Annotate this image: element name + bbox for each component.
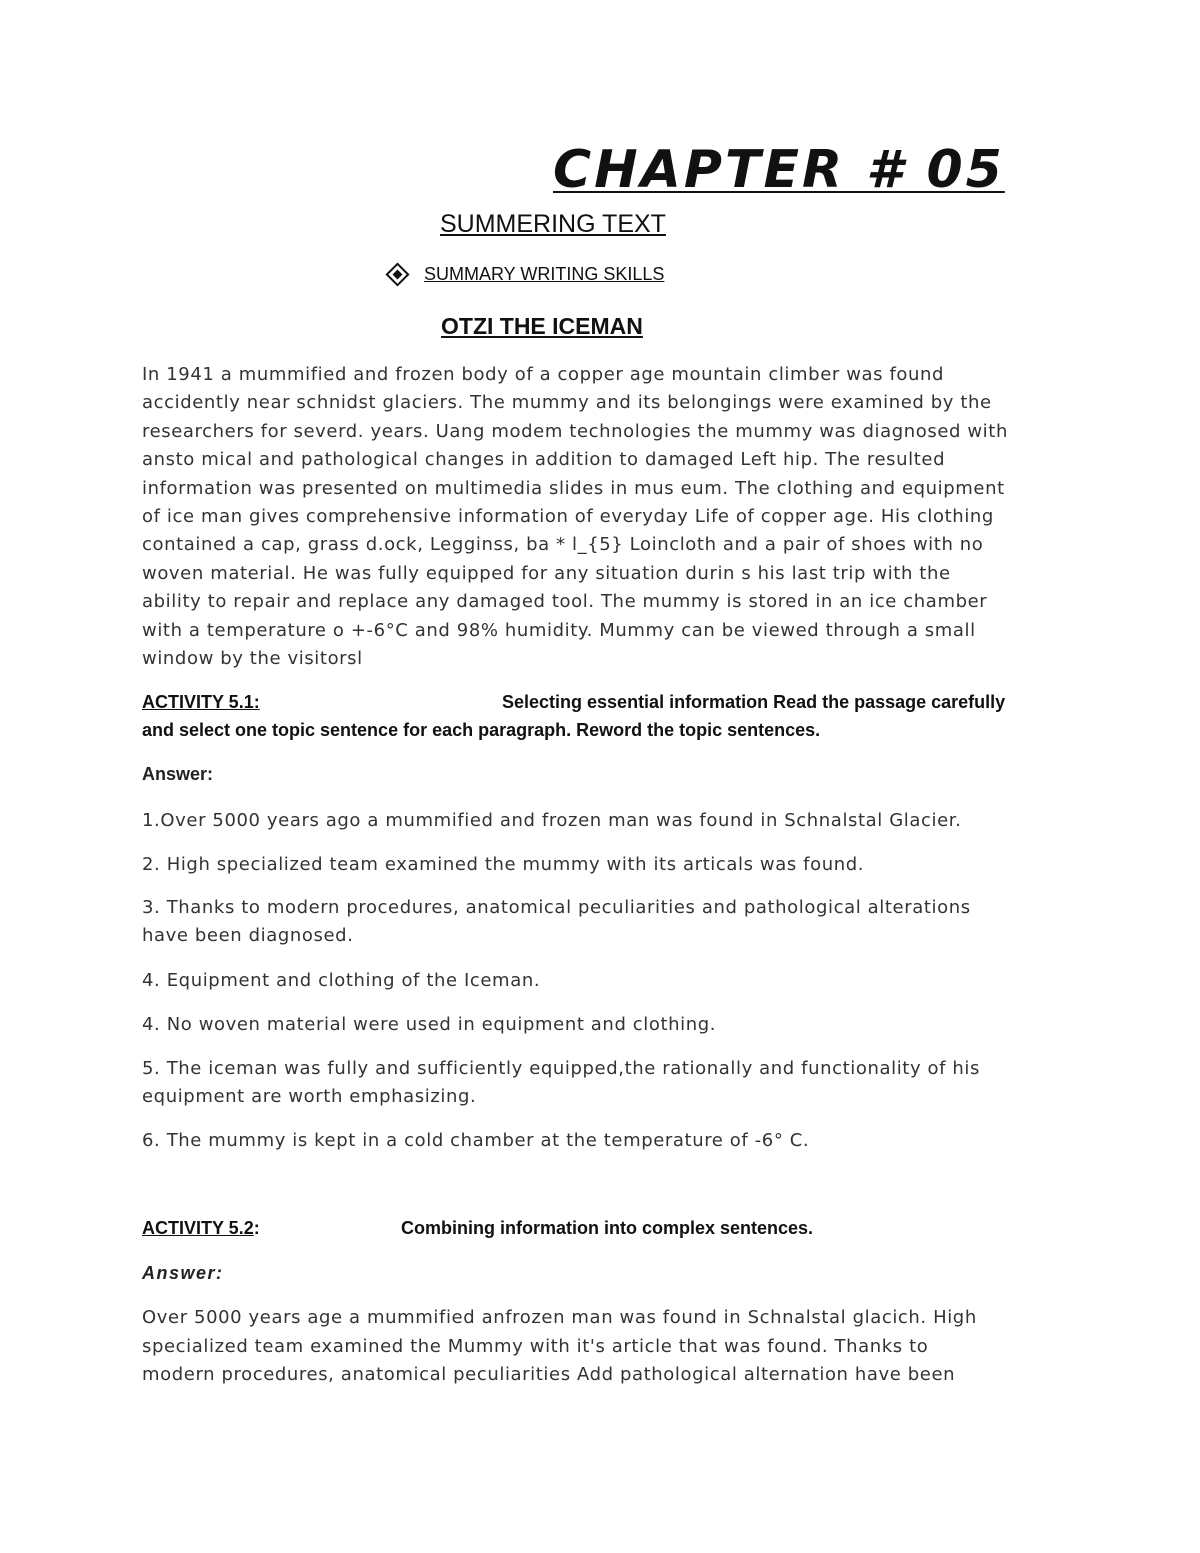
activity-5-2-label: ACTIVITY 5.2 (142, 1218, 254, 1238)
combined-answer-line: specialized team examined the Mummy with it's article that was found. Thanks to (142, 1335, 929, 1357)
answer-line: 3. Thanks to modern procedures, anatomical peculiarities and pathological alterations (142, 897, 971, 918)
answer-line: 6. The mummy is kept in a cold chamber at the temperature of -6° C. (142, 1130, 810, 1151)
chapter-title: CHAPTER # 05 (553, 140, 1005, 200)
passage-line: of ice man gives comprehensive information of everyday Life of copper age. His clothing (142, 505, 994, 527)
answer-item (142, 1127, 1072, 1155)
passage-line: contained a cap, grass d.ock, Legginss, ba * l_{5} Loincloth and a pair of shoes with no (142, 534, 984, 556)
activity-5-2-title: Combining information into complex sentences. (401, 1218, 814, 1238)
passage-line: woven material. He was fully equipped for any situation durin s his last trip with the (142, 562, 951, 584)
answer-item (142, 851, 1072, 879)
passage-line: with a temperature o +-6°C and 98% humidity. Mummy can be viewed through a small (142, 619, 976, 641)
section-heading: SUMMERING TEXT (440, 210, 666, 238)
answer-item (142, 894, 1072, 951)
passage-line: In 1941 a mummified and frozen body of a copper age mountain climber was found (142, 364, 945, 385)
answer-line: equipment are worth emphasizing. (142, 1086, 477, 1108)
activity-5-2-heading (142, 1218, 1072, 1242)
passage-line: ability to repair and replace any damaged tool. The mummy is stored in an ice chamber (142, 591, 988, 613)
activity-5-1-heading (142, 692, 1072, 716)
answer-item (142, 967, 1072, 995)
passage-line: window by the visitorsl (142, 647, 363, 669)
passage-line: information was presented on multimedia slides in mus eum. The clothing and equipment (142, 477, 1005, 499)
answer-line: 4. Equipment and clothing of the Iceman. (142, 970, 541, 991)
answer-label: Answer: (142, 764, 214, 784)
combined-answer-paragraph (142, 1304, 1072, 1390)
activity-5-1-label: ACTIVITY 5.1: (142, 692, 260, 712)
passage-line: researchers for severd. years. Uang modem technologies the mummy was diagnosed with (142, 420, 1008, 442)
bullet-heading-row (385, 264, 664, 285)
answer-line: 1.Over 5000 years ago a mummified and frozen man was found in Schnalstal Glacier. (142, 810, 962, 831)
answer-item (142, 1055, 1072, 1112)
activity-5-1-title: Selecting essential information Read the passage carefully (502, 692, 1006, 712)
answer-item (142, 807, 1072, 835)
bullet-heading: SUMMARY WRITING SKILLS (424, 264, 665, 284)
passage-line: accidently near schnidst glaciers. The mummy and its belongings were examined by the (142, 392, 992, 414)
answer-line: 2. High specialized team examined the mummy with its articals was found. (142, 854, 865, 875)
story-title: OTZI THE ICEMAN (441, 313, 643, 339)
answer-item (142, 1011, 1072, 1039)
diamond-bullet-icon (385, 262, 409, 286)
combined-answer-line: Over 5000 years age a mummified anfrozen man was found in Schnalstal glacich. High (142, 1307, 977, 1328)
answer-label-2: Answer: (142, 1263, 224, 1283)
answer-line: have been diagnosed. (142, 925, 354, 947)
passage-line: ansto mical and pathological changes in addition to damaged Left hip. The resulted (142, 449, 946, 471)
answer-line: 5. The iceman was fully and sufficiently equipped,the rationally and functionality of his (142, 1058, 980, 1079)
answer-line: 4. No woven material were used in equipment and clothing. (142, 1014, 717, 1035)
passage-paragraph (142, 361, 1072, 673)
activity-5-2-colon: : (253, 1218, 260, 1238)
activity-5-1-title-continued: and select one topic sentence for each paragraph. Reword the topic sentences. (142, 720, 821, 740)
combined-answer-line: modern procedures, anatomical peculiarities Add pathological alternation have been (142, 1364, 956, 1386)
